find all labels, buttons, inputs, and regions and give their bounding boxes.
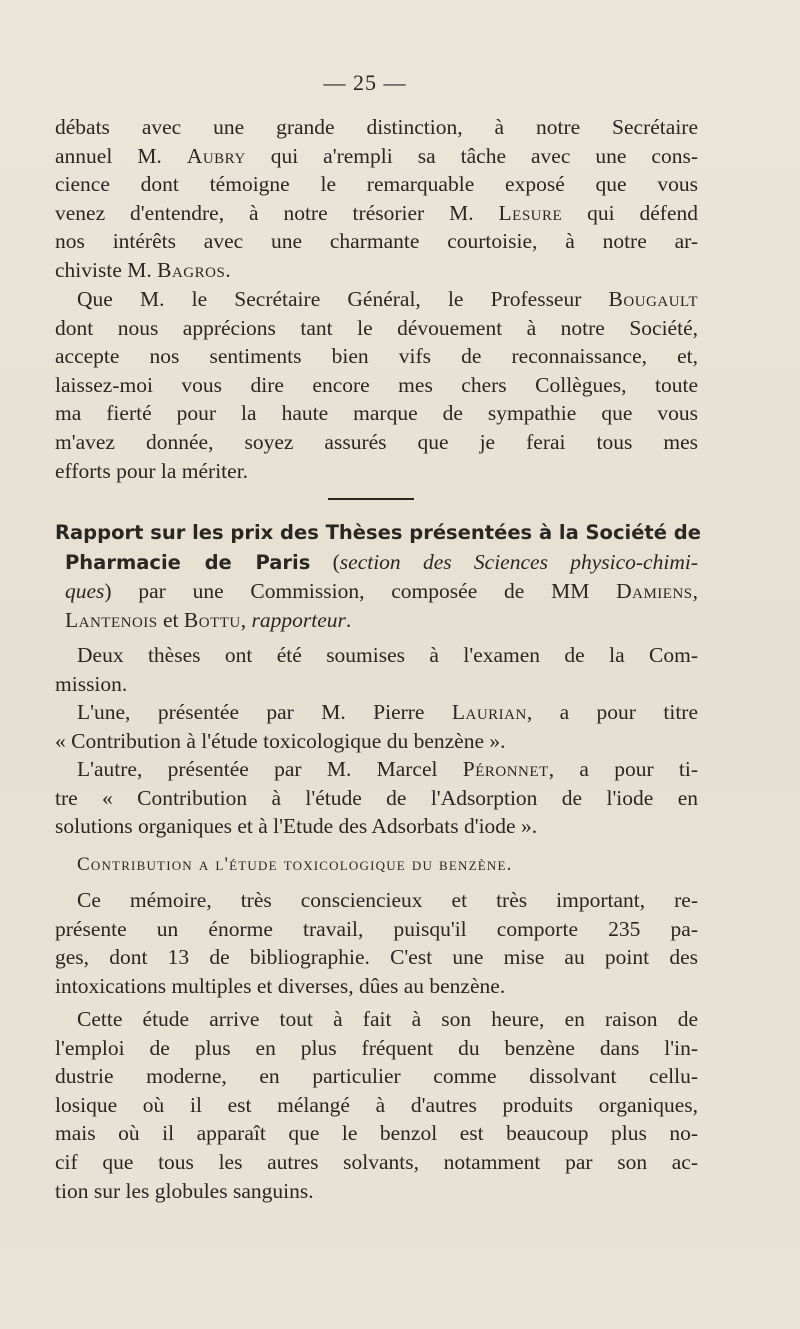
text-line: « Contribution à l'étude toxicologique du benzène ». — [55, 728, 506, 753]
name-peronnet: Péronnet — [462, 757, 549, 781]
text-line: Deux thèses ont été soumises à l'examen de la Com- — [77, 643, 698, 667]
text-line: cif que tous les autres solvants, notamment par son ac- — [55, 1149, 698, 1174]
paragraph-1 — [55, 113, 698, 285]
text-line: tion sur les globules sanguins. — [55, 1178, 314, 1203]
text-line: m'avez donnée, soyez assurés que je ferai tous mes — [55, 429, 698, 454]
paragraph-3 — [55, 641, 698, 698]
paragraph-5 — [55, 755, 698, 841]
text-line: laissez-moi vous dire encore mes chers Collègues, toute — [55, 372, 698, 397]
text-line: losique où il est mélangé à d'autres produits organiques, — [55, 1092, 698, 1117]
text-line: ma fierté pour la haute marque de sympathie que vous — [55, 401, 698, 426]
page-number: — 25 — — [323, 70, 407, 95]
paragraph-6 — [55, 886, 698, 1000]
text-line: Ce mémoire, très consciencieux et très important, re- — [77, 888, 698, 912]
text-line: ges, dont 13 de bibliographie. C'est une mise au point des — [55, 945, 698, 970]
text-line: mais où il apparaît que le benzol est beaucoup plus no- — [55, 1121, 698, 1146]
text-line: présente un énorme travail, puisqu'il comporte 235 pa- — [55, 916, 698, 941]
text-line: cience dont témoigne le remarquable exposé que vous — [55, 172, 698, 197]
paragraph-7 — [55, 1005, 698, 1205]
text-line: Cette étude arrive tout à fait à son heure, en raison de — [77, 1007, 698, 1031]
text-line: efforts pour la mériter. — [55, 458, 249, 483]
text-line: Lantenois et Bottu, rapporteur. — [65, 607, 352, 632]
section-title: Contribution a l'étude toxicologique du benzène. — [77, 854, 513, 875]
text-line: tre « Contribution à l'étude de l'Adsorption de l'iode en — [55, 785, 698, 810]
paragraph-4 — [55, 698, 698, 755]
text-line: nos intérêts avec une charmante courtoisie, à notre ar- — [55, 229, 698, 254]
text-line: L'autre, présentée par M. Marcel Péronnet, a pour ti- — [77, 757, 699, 781]
text-line: débats avec une grande distinction, à notre Secrétaire — [55, 115, 698, 139]
text-line: annuel M. Aubry qui a'rempli sa tâche avec une cons- — [55, 143, 698, 168]
text-line: venez d'entendre, à notre trésorier M. Lesure qui défend — [55, 200, 699, 225]
name-bougault: Bougault — [608, 287, 698, 311]
text-line: Pharmacie de Paris (section des Sciences physico-chimi- — [65, 549, 698, 574]
name-lantenois: Lantenois — [65, 607, 158, 632]
text-line: Que M. le Secrétaire Général, le Professeur Bougault — [77, 287, 698, 311]
paragraph-2 — [55, 285, 698, 485]
report-title-line: Rapport sur les prix des Thèses présentées à la Société de — [55, 521, 701, 544]
text-line: ques) par une Commission, composée de MM Damiens, — [65, 579, 698, 604]
name-laurian: Laurian — [451, 700, 527, 724]
name-damiens: Damiens — [616, 579, 693, 604]
text-line: accepte nos sentiments bien vifs de reconnaissance, et, — [55, 344, 698, 369]
report-heading — [55, 519, 701, 634]
name-bagros: Bagros — [157, 257, 226, 282]
text-line: l'emploi de plus en plus fréquent du benzène dans l'in- — [55, 1035, 698, 1060]
section-divider — [328, 498, 414, 500]
text-line: dont nous apprécions tant le dévouement à notre Société, — [55, 315, 698, 340]
text-line: L'une, présentée par M. Pierre Laurian, a pour titre — [77, 700, 698, 724]
text-line: intoxications multiples et diverses, dûes au benzène. — [55, 973, 506, 998]
name-bottu: Bottu — [183, 607, 241, 632]
name-aubry: Aubry — [186, 143, 246, 168]
text-line: dustrie moderne, en particulier comme dissolvant cellu- — [55, 1064, 698, 1089]
section-heading — [55, 851, 698, 880]
name-lesure: Lesure — [498, 200, 563, 225]
text-line: chiviste M. Bagros. — [55, 257, 231, 282]
text-line: mission. — [55, 671, 128, 696]
text-line: solutions organiques et à l'Etude des Adsorbats d'iode ». — [55, 814, 538, 839]
